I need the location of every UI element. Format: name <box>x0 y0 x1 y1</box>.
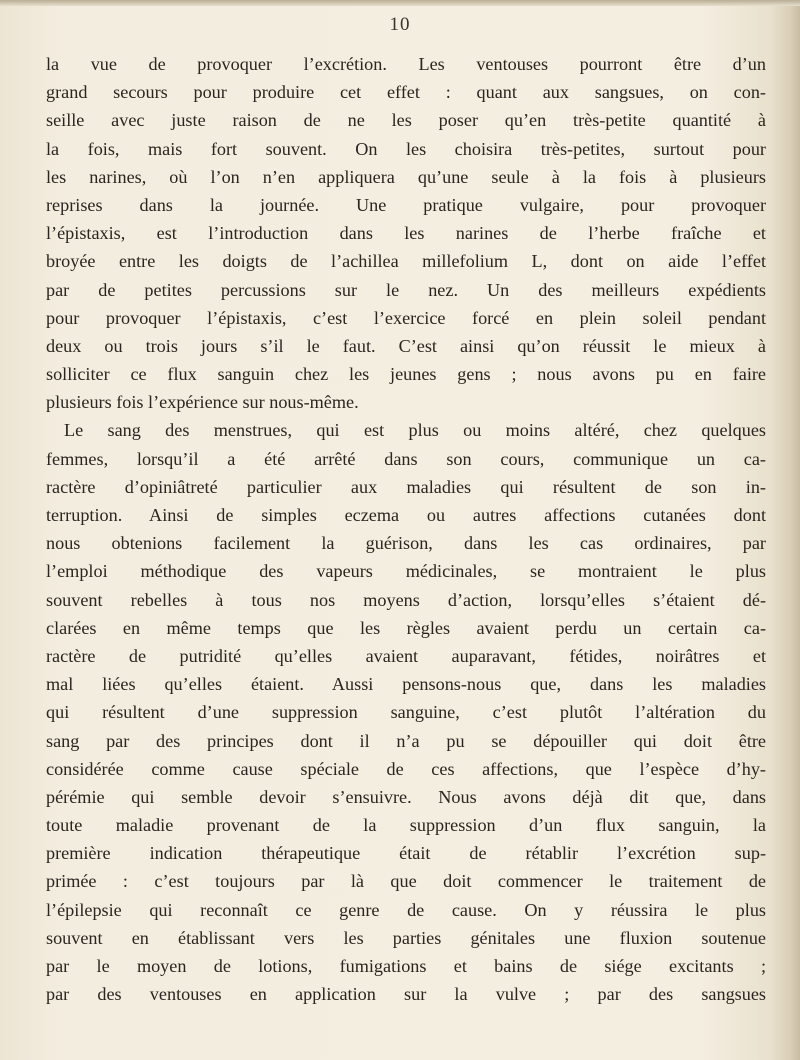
text-line: pour provoquer l’épistaxis, c’est l’exercice forcé en plein soleil pendant <box>46 307 766 328</box>
text-line: mal liées qu’elles étaient. Aussi pensons-nous que, dans les maladies <box>46 674 766 695</box>
text-line: les narines, où l’on n’en appliquera qu’une seule à la fois à plusieurs <box>46 166 766 187</box>
text-line: seille avec juste raison de ne les poser qu’en très-petite quantité à <box>46 110 766 131</box>
text-line: reprises dans la journée. Une pratique vulgaire, pour provoquer <box>46 194 766 215</box>
text-line: par le moyen de lotions, fumigations et bains de siége excitants ; <box>46 956 766 976</box>
text-line: primée : c’est toujours par là que doit commencer le traitement de <box>46 871 766 892</box>
text-line: nous obtenions facilement la guérison, dans les cas ordinaires, par <box>46 533 766 554</box>
text-line: l’épistaxis, est l’introduction dans les narines de l’herbe fraîche et <box>46 223 766 244</box>
text-line: par des ventouses en application sur la vulve ; par des sangsues <box>46 984 766 1005</box>
text-line: ractère de putridité qu’elles avaient auparavant, fétides, noirâtres et <box>46 645 766 666</box>
text-line: deux ou trois jours s’il le faut. C’est ainsi qu’on réussit le mieux à <box>46 335 766 356</box>
page-top-edge <box>0 0 800 6</box>
text-line: terruption. Ainsi de simples eczema ou autres affections cutanées dont <box>46 505 766 525</box>
text-line: solliciter ce flux sanguin chez les jeunes gens ; nous avons pu en faire <box>46 364 766 385</box>
text-line: la vue de provoquer l’excrétion. Les ventouses pourront être d’un <box>46 54 766 74</box>
page-number: 10 <box>389 14 411 35</box>
text-line: qui résultent d’une suppression sanguine, c’est plutôt l’altération du <box>46 702 766 723</box>
text-line: par de petites percussions sur le nez. Un des meilleurs expédients <box>46 279 766 300</box>
text-line: l’emploi méthodique des vapeurs médicinales, se montraient le plus <box>46 561 766 582</box>
text-line: broyée entre les doigts de l’achillea millefolium L, dont on aide l’effet <box>46 251 766 272</box>
text-line: toute maladie provenant de la suppression d’un flux sanguin, la <box>46 815 766 836</box>
text-line: considérée comme cause spéciale de ces affections, que l’espèce d’hy- <box>46 758 766 779</box>
text-line: sang par des principes dont il n’a pu se dépouiller qui doit être <box>46 730 766 751</box>
text-line: pérémie qui semble devoir s’ensuivre. Nous avons déjà dit que, dans <box>46 786 766 807</box>
text-line: l’épilepsie qui reconnaît ce genre de cause. On y réussira le plus <box>46 899 766 920</box>
body-text <box>46 50 766 1008</box>
text-line: femmes, lorsqu’il a été arrêté dans son cours, communique un ca- <box>46 448 766 469</box>
text-line: clarées en même temps que les règles avaient perdu un certain ca- <box>46 617 766 638</box>
text-line: souvent en établissant vers les parties génitales une fluxion soutenue <box>46 927 766 948</box>
text-line: plusieurs fois l’expérience sur nous-même. <box>46 392 359 413</box>
text-line: première indication thérapeutique était de rétablir l’excrétion sup- <box>46 843 766 864</box>
text-line: grand secours pour produire cet effet : quant aux sangsues, on con- <box>46 82 766 103</box>
text-line: la fois, mais fort souvent. On les choisira très-petites, surtout pour <box>46 138 766 159</box>
text-line: ractère d’opiniâtreté particulier aux maladies qui résultent de son in- <box>46 476 766 497</box>
text-line: souvent rebelles à tous nos moyens d’action, lorsqu’elles s’étaient dé- <box>46 589 766 610</box>
text-line: Le sang des menstrues, qui est plus ou moins altéré, chez quelques <box>64 420 766 441</box>
